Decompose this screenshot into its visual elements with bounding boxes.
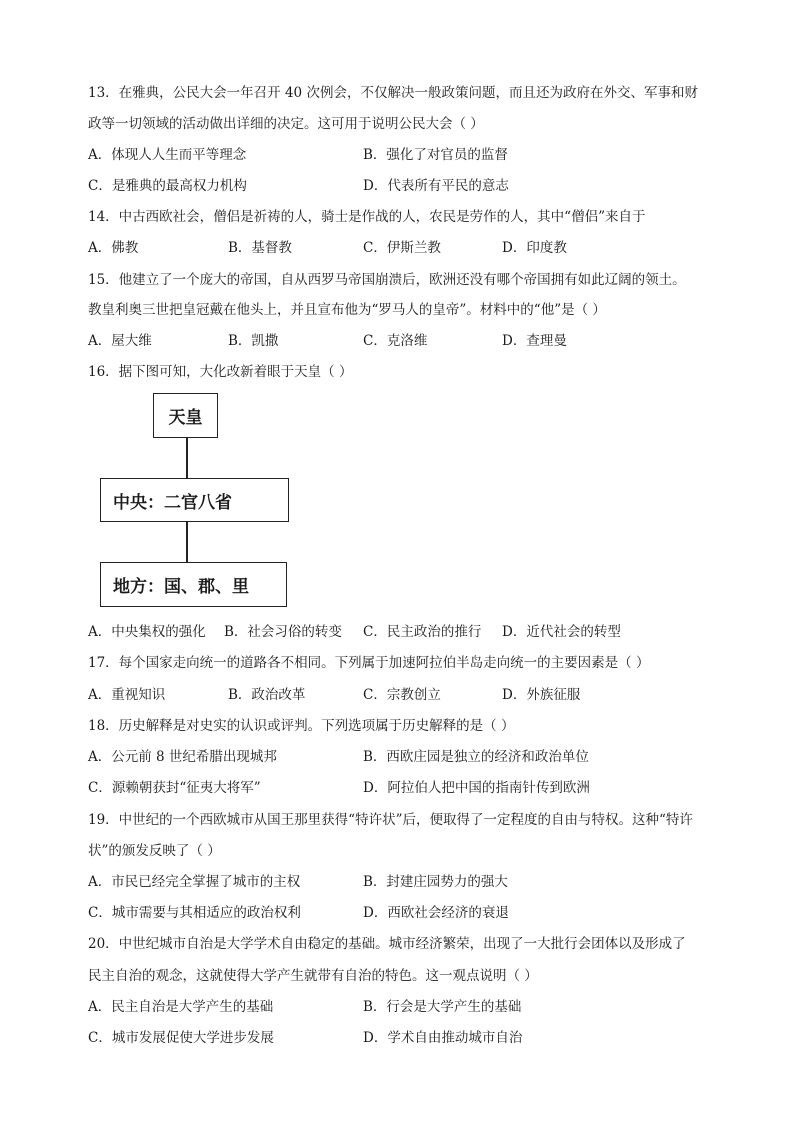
q17-option-d: D．外族征服 [502,687,581,703]
q13-option-c: C．是雅典的最高权力机构 [88,178,247,194]
q19-option-a: A．市民已经完全掌握了城市的主权 [88,874,301,890]
q14-option-d: D．印度教 [502,240,567,256]
q13-stem-line-1: 13．在雅典，公民大会一年召开 40 次例会，不仅解决一般政策问题，而且还为政府在外交、军事和财 [88,85,698,101]
q14-option-a: A．佛教 [88,240,139,256]
q16-option-a: A．中央集权的强化 [88,624,206,640]
q16-stem-line-1: 16．据下图可知，大化改新着眼于天皇（ ） [88,364,353,380]
q20-option-a: A．民主自治是大学产生的基础 [88,999,274,1015]
q13-option-a: A．体现人人生而平等理念 [88,147,247,163]
q18-option-b: B．西欧庄园是独立的经济和政治单位 [363,749,589,765]
q20-stem-line-1: 20．中世纪城市自治是大学学术自由稳定的基础。城市经济繁荣，出现了一大批行会团体以及形成了 [88,936,686,952]
q19-stem-line-2: 状”的颁发反映了（ ） [88,843,221,859]
q20-option-d: D．学术自由推动城市自治 [363,1030,523,1046]
q15-option-c: C．克洛维 [363,333,428,349]
diagram-label-local: 地方：国、郡、里 [113,577,249,597]
q15-option-d: D．查理曼 [502,333,567,349]
q18-option-d: D．阿拉伯人把中国的指南针传到欧洲 [363,780,590,796]
diagram-label-emperor: 天皇 [168,408,203,428]
q18-option-a: A．公元前 8 世纪希腊出现城邦 [88,749,277,765]
q20-option-b: B．行会是大学产生的基础 [363,999,522,1015]
q17-option-c: C．宗教创立 [363,687,441,703]
q14-option-b: B．基督教 [228,240,292,256]
q16-option-c: C．民主政治的推行 [363,624,482,640]
q14-option-c: C．伊斯兰教 [363,240,441,256]
q19-option-b: B．封建庄园势力的强大 [363,874,508,890]
q18-stem-line-1: 18．历史解释是对史实的认识或评判。下列选项属于历史解释的是（ ） [88,718,515,734]
diagram-label-central: 中央：二官八省 [113,492,232,513]
q16-option-b: B．社会习俗的转变 [224,624,342,640]
q19-stem-line-1: 19．中世纪的一个西欧城市从国王那里获得“特许状”后，便取得了一定程度的自由与特权。这种“特许 [88,812,693,828]
q13-option-d: D．代表所有平民的意志 [363,178,509,194]
q15-option-a: A．屋大维 [88,333,152,349]
q13-stem-line-2: 政等一切领域的活动做出详细的决定。这可用于说明公民大会（ ） [88,116,484,132]
q17-option-b: B．政治改革 [228,687,306,703]
q15-option-b: B．凯撒 [228,333,279,349]
diagram-box-emperor [153,393,218,438]
q19-option-c: C．城市需要与其相适应的政治权利 [88,905,301,921]
q19-option-d: D．西欧社会经济的衰退 [363,905,509,921]
q18-option-c: C．源赖朝获封“征夷大将军” [88,780,261,796]
q20-stem-line-2: 民主自治的观念，这就使得大学产生就带有自治的特色。这一观点说明（ ） [88,968,538,984]
q20-option-c: C．城市发展促使大学进步发展 [88,1030,274,1046]
diagram-box-central [100,478,289,522]
q17-stem-line-1: 17．每个国家走向统一的道路各不相同。下列属于加速阿拉伯半岛走向统一的主要因素是（ ） [88,655,650,671]
diagram-connector-top [186,438,188,478]
q14-stem-line-1: 14．中古西欧社会，僧侣是祈祷的人，骑士是作战的人，农民是劳作的人，其中“僧侣”来自于 [88,209,646,225]
diagram-box-local [100,562,287,607]
q17-option-a: A．重视知识 [88,687,166,703]
q15-stem-line-2: 教皇利奥三世把皇冠戴在他头上，并且宣布他为“罗马人的皇帝”。材料中的“他”是（ ） [88,302,606,318]
q15-stem-line-1: 15．他建立了一个庞大的帝国，自从西罗马帝国崩溃后，欧洲还没有哪个帝国拥有如此辽阔的领土。 [88,272,686,288]
diagram-connector-bottom [186,522,188,562]
q16-option-d: D．近代社会的转型 [502,624,621,640]
q13-option-b: B．强化了对官员的监督 [363,147,508,163]
